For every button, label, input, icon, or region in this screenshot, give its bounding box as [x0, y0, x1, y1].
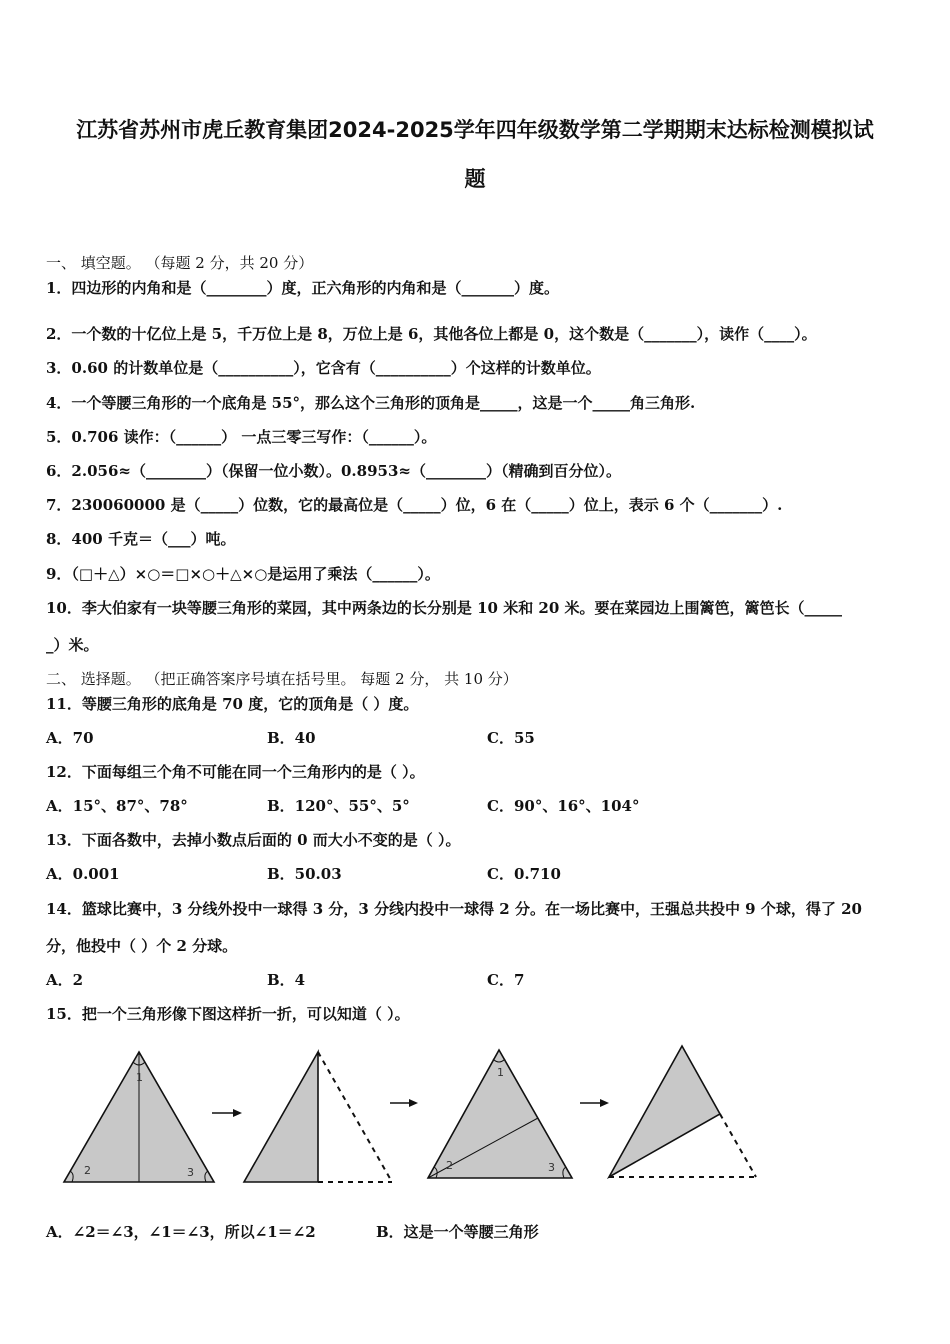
question-14-line2: 分，他投中（ ）个 2 分球。 — [46, 937, 238, 955]
question-5: 5．0.706 读作：（______） 一点三零三写作：（______）。 — [46, 428, 437, 446]
question-14-line1: 14．篮球比赛中，3 分线外投中一球得 3 分，3 分线内投中一球得 2 分。在一场比赛中，王强总共投中 9 个球，得了 20 — [46, 900, 862, 918]
q11-option-a: A．70 — [46, 729, 94, 747]
question-13: 13．下面各数中，去掉小数点后面的 0 而大小不变的是（ ）。 — [46, 831, 461, 849]
triangle-fold-figure — [50, 1040, 770, 1190]
angle-1-label: 1 — [136, 1071, 143, 1084]
question-11: 11．等腰三角形的底角是 70 度，它的顶角是（ ）度。 — [46, 695, 419, 713]
arrow-right-icon — [212, 1109, 242, 1117]
triangle-1 — [64, 1052, 214, 1182]
angle-3-label: 3 — [548, 1161, 555, 1174]
question-8: 8．400 千克＝（___）吨。 — [46, 530, 236, 548]
question-2: 2．一个数的十亿位上是 5，千万位上是 8，万位上是 6，其他各位上都是 0，这个数是（_______），读作（____）。 — [46, 325, 817, 343]
question-3: 3．0.60 的计数单位是（__________），它含有（__________）个这样的计数单位。 — [46, 359, 601, 377]
triangle-4-folded — [609, 1046, 756, 1177]
question-6: 6．2.056≈（________）（保留一位小数）。0.8953≈（________）（精确到百分位）。 — [46, 462, 621, 480]
q13-option-b: B．50.03 — [267, 865, 342, 883]
q12-option-b: B．120°、55°、5° — [267, 797, 410, 815]
arrow-right-icon — [580, 1099, 609, 1107]
question-9: 9．（□＋△）×○＝□×○＋△×○是运用了乘法（______）。 — [46, 565, 440, 583]
question-7: 7．230060000 是（_____）位数，它的最高位是（_____）位，6 在（_____）位上，表示 6 个（_______）. — [46, 496, 783, 514]
question-15: 15．把一个三角形像下图这样折一折，可以知道（ ）。 — [46, 1005, 410, 1023]
page-title-line2: 题 — [464, 167, 486, 191]
q14-option-c: C．7 — [487, 971, 525, 989]
page-title-line1: 江苏省苏州市虎丘教育集团2024-2025学年四年级数学第二学期期末达标检测模拟试 — [76, 118, 874, 142]
triangle-2-folded — [244, 1052, 392, 1182]
q13-option-a: A．0.001 — [46, 865, 120, 883]
angle-2-label: 2 — [446, 1159, 453, 1172]
q12-option-c: C．90°、16°、104° — [487, 797, 640, 815]
question-10-line2: _）米。 — [46, 636, 99, 654]
question-10-line1: 10．李大伯家有一块等腰三角形的菜园，其中两条边的长分别是 10 米和 20 米。要在菜园边上围篱笆，篱笆长（_____ — [46, 599, 843, 617]
angle-2-label: 2 — [84, 1164, 91, 1177]
q11-option-b: B．40 — [267, 729, 316, 747]
q14-option-b: B．4 — [267, 971, 306, 989]
q15-option-a: A．∠2＝∠3，∠1＝∠3，所以∠1＝∠2 — [46, 1223, 316, 1241]
section2-header: 二、 选择题。 （把正确答案序号填在括号里。 每题 2 分， 共 10 分） — [46, 670, 518, 688]
question-12: 12．下面每组三个角不可能在同一个三角形内的是（ ）。 — [46, 763, 425, 781]
q11-option-c: C．55 — [487, 729, 535, 747]
angle-3-label: 3 — [187, 1166, 194, 1179]
q12-option-a: A．15°、87°、78° — [46, 797, 188, 815]
arrow-right-icon — [390, 1099, 418, 1107]
angle-1-label: 1 — [497, 1066, 504, 1079]
triangle-3 — [428, 1050, 572, 1178]
q13-option-c: C．0.710 — [487, 865, 561, 883]
q15-option-b: B．这是一个等腰三角形 — [376, 1223, 539, 1241]
question-4: 4．一个等腰三角形的一个底角是 55°，那么这个三角形的顶角是_____，这是一个_____角三角形. — [46, 394, 696, 412]
q14-option-a: A．2 — [46, 971, 84, 989]
question-1: 1．四边形的内角和是（________）度，正六角形的内角和是（_______）度。 — [46, 279, 559, 297]
section1-header: 一、 填空题。 （每题 2 分，共 20 分） — [46, 254, 314, 272]
